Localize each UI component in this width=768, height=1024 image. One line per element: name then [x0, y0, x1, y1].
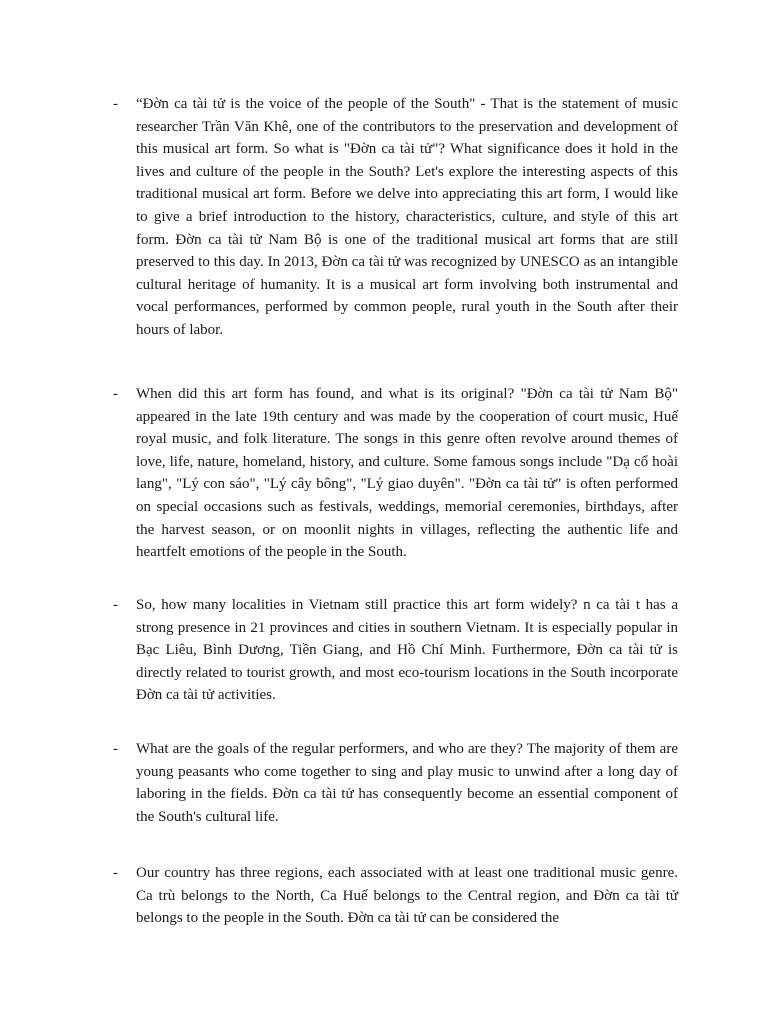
paragraph-localities: So, how many localities in Vietnam still practice this art form widely? n ca tài t has a strong presence in 21 provinces and cities in southern Vietnam. It is especially popular in Bạc Liêu, Bình Dương, Tiền Giang, and Hồ Chí Minh. Furthermore, Đờn ca tài tử is directly related to tourist growth, and most eco-tourism locations in the South incorporate Đờn ca tài tử activities.: [136, 597, 678, 704]
bullet-dash: -: [113, 741, 118, 757]
paragraph-origin: When did this art form has found, and what is its original? "Đờn ca tài tử Nam Bộ" appeared in the late 19th century and was made by the cooperation of court music, Huế royal music, and folk literature. The songs in this genre often revolve around themes of love, life, nature, homeland, history, and culture. Some famous songs include "Dạ cổ hoài lang", "Lý con sáo", "Lý cây bông", "Lý giao duyên". "Đờn ca tài tử" is often performed on special occasions such as festivals, weddings, memorial ceremonies, birthdays, after the harvest season, or on moonlit nights in villages, reflecting the authentic life and heartfelt emotions of the people in the South.: [136, 386, 678, 561]
paragraph-introduction: “Đờn ca tài tử is the voice of the people of the South" - That is the statement of music researcher Trần Văn Khê, one of the contributors to the preservation and development of this musical art form. So what is "Đờn ca tài tử"? What significance does it hold in the lives and culture of the people in the South? Let's explore the interesting aspects of this traditional musical art form. Before we delve into appreciating this art form, I would like to give a brief introduction to the history, characteristics, culture, and style of this art form. Đờn ca tài tử Nam Bộ is one of the traditional musical art forms that are still preserved to this day. In 2013, Đờn ca tài tử was recognized by UNESCO as an intangible cultural heritage of humanity. It is a musical art form involving both instrumental and vocal performances, performed by common people, rural youth in the South after their hours of labor.: [136, 96, 678, 338]
bullet-dash: -: [113, 386, 118, 402]
bullet-dash: -: [113, 597, 118, 613]
paragraph-regions: Our country has three regions, each associated with at least one traditional music genre. Ca trù belongs to the North, Ca Huế belongs to the Central region, and Đờn ca tài tử belongs to the people in the South. Đờn ca tài tử can be considered the: [136, 865, 678, 927]
paragraph-performers: What are the goals of the regular performers, and who are they? The majority of them are young peasants who come together to sing and play music to unwind after a long day of laboring in the fields. Đờn ca tài tử has consequently become an essential component of the South's cultural life.: [136, 741, 678, 825]
bullet-dash: -: [113, 96, 118, 112]
bullet-dash: -: [113, 865, 118, 881]
